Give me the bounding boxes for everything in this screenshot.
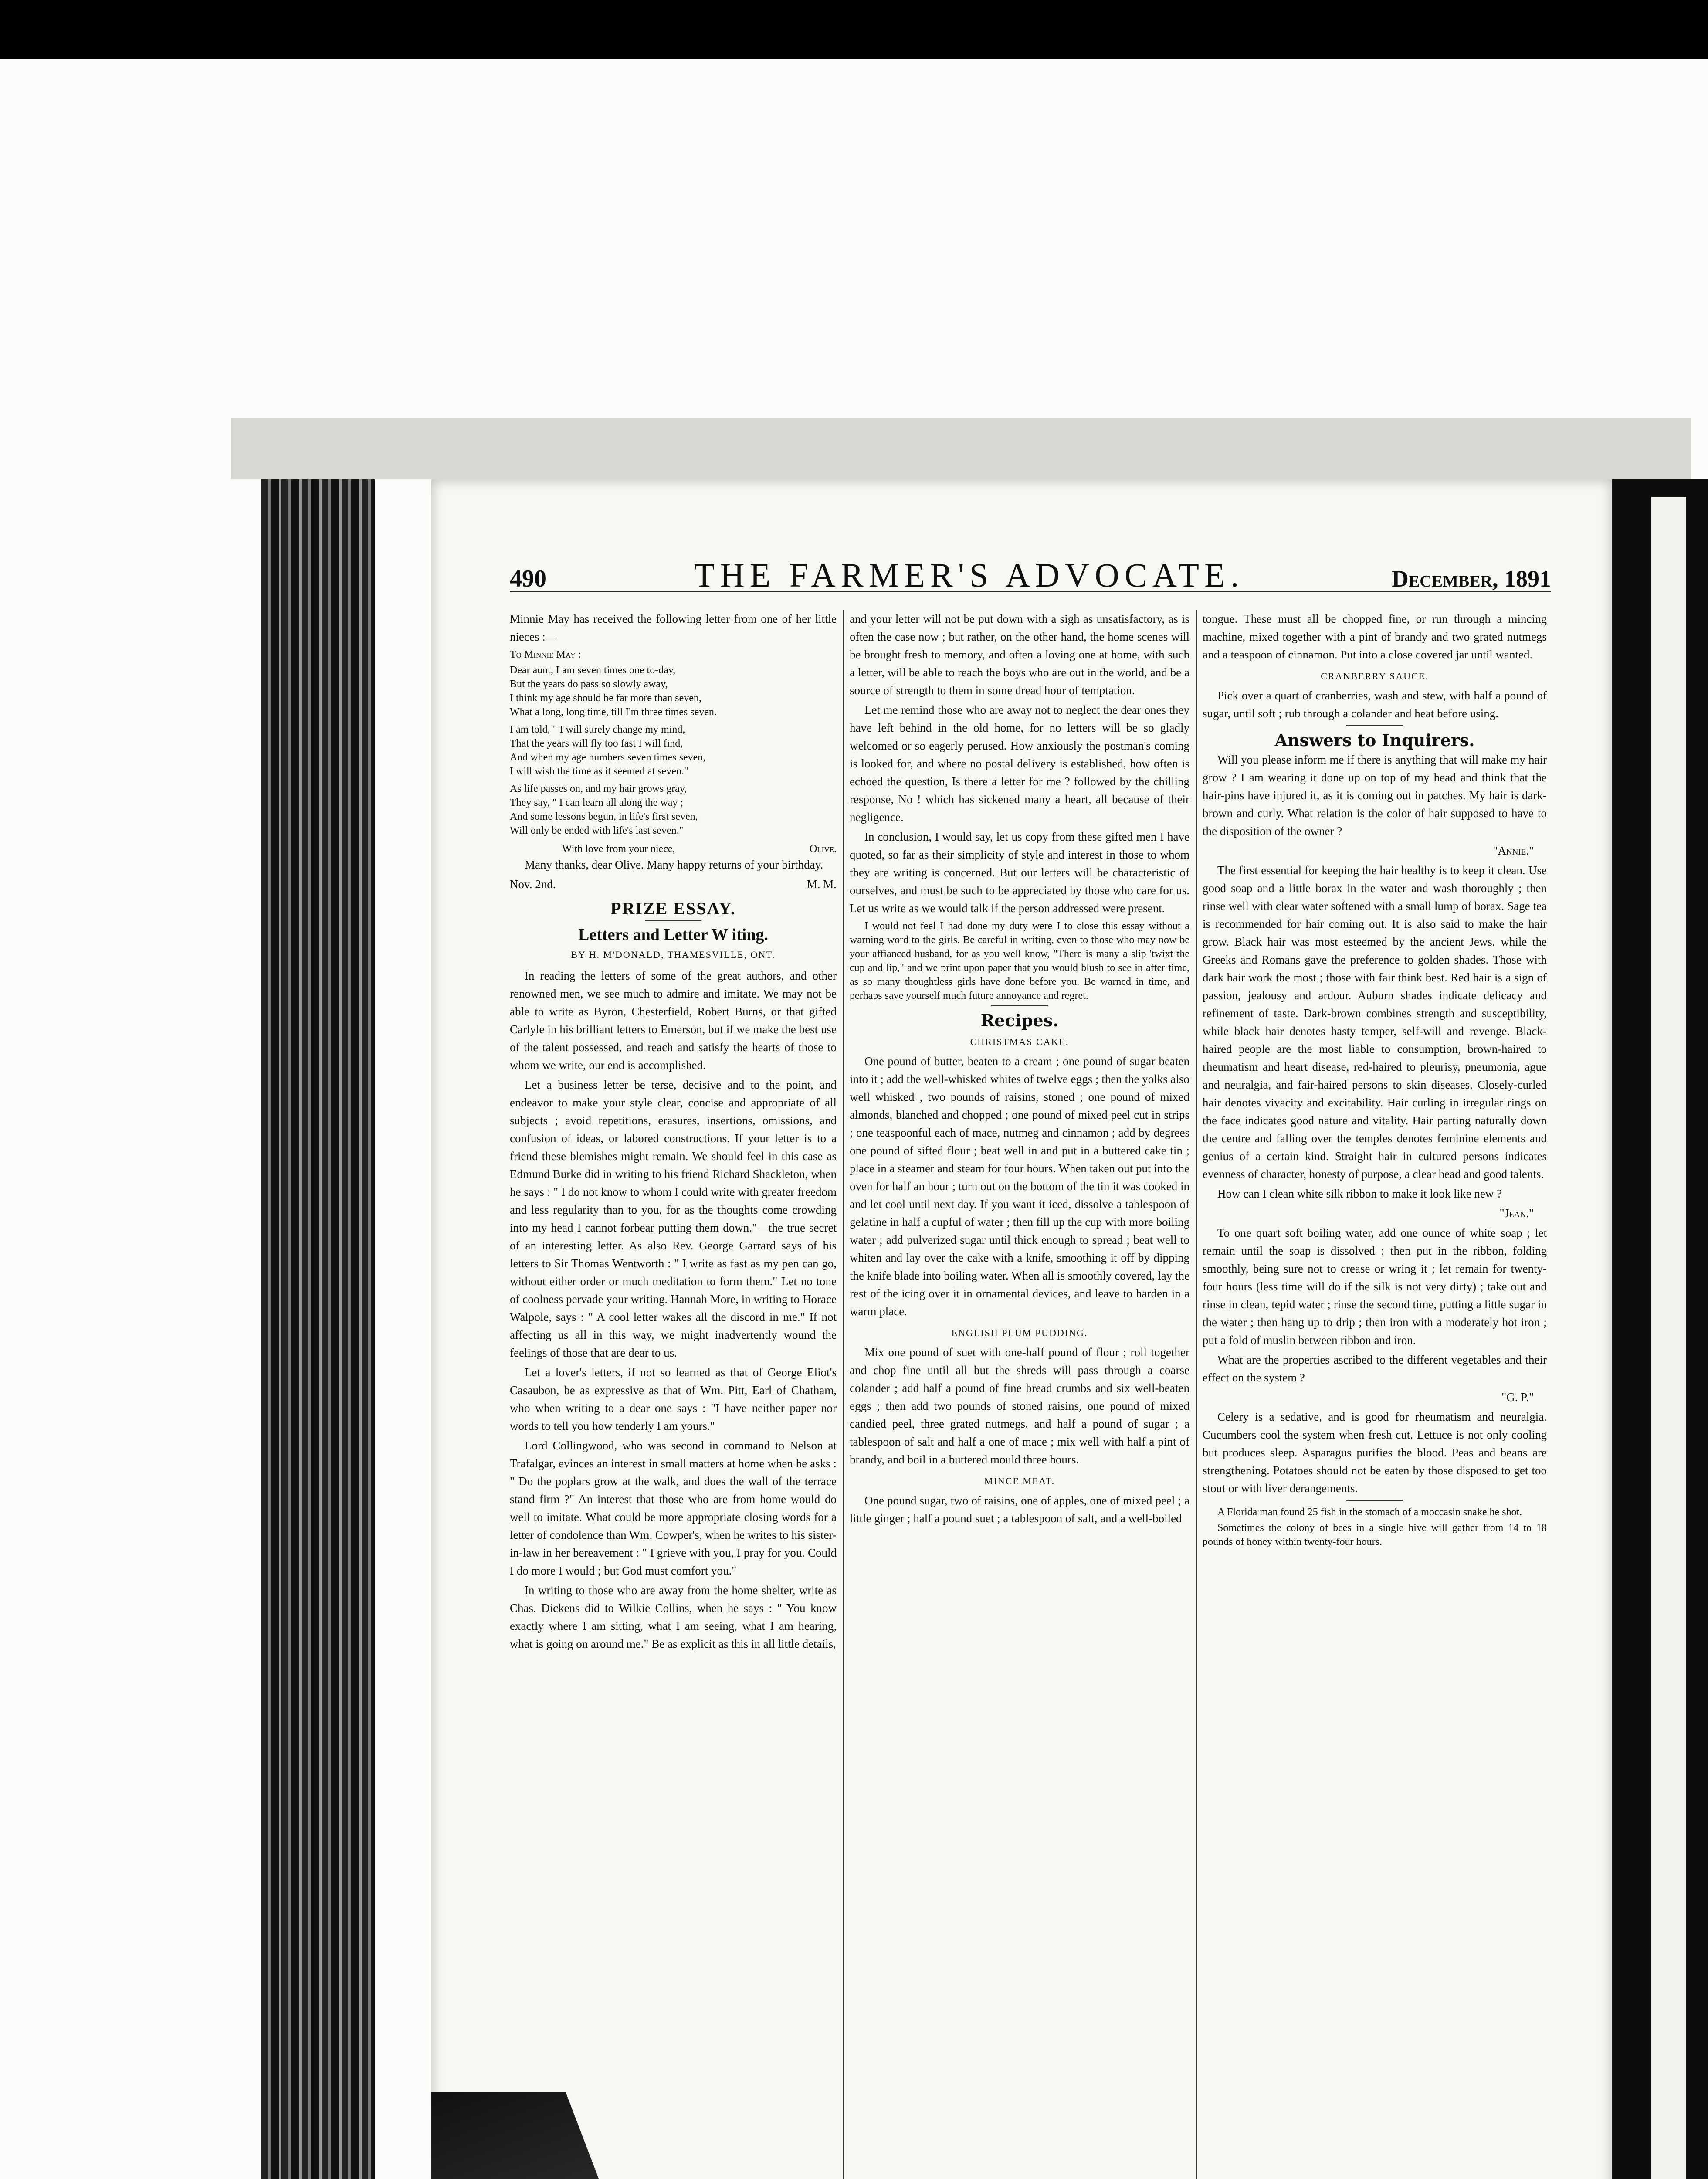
poem-line: As life passes on, and my hair grows gray, <box>510 783 687 794</box>
column-1 <box>510 610 837 2179</box>
divider <box>991 1005 1048 1006</box>
poem-line: And when my age numbers seven times seven, <box>510 752 706 763</box>
recipe-title: CRANBERRY SAUCE. <box>1321 671 1429 682</box>
recipe-title: ENGLISH PLUM PUDDING. <box>951 1327 1088 1338</box>
poem-line: Dear aunt, I am seven times one to-day, <box>510 665 676 676</box>
recipe-text: One pound sugar, two of raisins, one of apples, one of mixed peel ; a little ginger ; half a pound suet ; a tablespoon of salt, and a well-boiled <box>850 1494 1190 1525</box>
divider <box>645 920 702 921</box>
page-header <box>510 556 1551 592</box>
paragraph: In writing to those who are away from the home shelter, write as Chas. Dickens did to Wilkie Collins, when he says : " You know exactly where I am sitting, what I am seeing, what I am hearing, what is going on around me." Be as explicit as this in all little details, <box>510 1584 837 1650</box>
news-note: A Florida man found 25 fish in the stomach of a moccasin snake he shot. <box>1217 1507 1522 1518</box>
paragraph: Let me remind those who are away not to neglect the dear ones they have left behind in the old home, for no letters will be so gladly welcomed or so eagerly perused. How anxiously the postman's coming is looked for, and where no postal delivery is established, how often is echoed the question, Is there a letter for me ? followed by the chilling response, No ! which has sickened many a heart, all because of their negligence. <box>850 703 1190 824</box>
salutation: To Minnie May : <box>510 649 581 660</box>
question: How can I clean white silk ribbon to make it look like new ? <box>1217 1187 1502 1200</box>
recipe-text: Mix one pound of suet with one-half pound of flour ; roll together and chop fine until all but the shreds will pass through a coarse colander ; add half a pound of fine bread crumbs and six well-beaten eggs ; then add two pounds of stoned raisins, one pound of mixed candied peel, three grated nutmegs, and half a pound of sugar ; a tablespoon of salt and half a one of mace ; mix well with half a pint of brandy, and boil in a buttered mould three hours. <box>850 1346 1190 1466</box>
page-number: 490 <box>510 565 546 592</box>
news-note: Sometimes the colony of bees in a single hive will gather from 14 to 18 pounds of honey within twenty-four hours. <box>1203 1522 1547 1548</box>
recipes-title: Recipes. <box>980 1011 1059 1030</box>
question-signature: "Jean." <box>1499 1207 1534 1220</box>
closing-paragraph: I would not feel I had done my duty were I to close this essay without a warning word to the girls. Be careful in writing, even to those who may now be your affianced husband, for as you well know, "There is many a slip 'twixt the cup and lip," and we print upon paper that you would blush to see in after time, as so many thoughtless girls have done before you. Be warned in time, and perhaps save yourself much future annoyance and regret. <box>850 920 1190 1001</box>
column-divider <box>843 610 844 2179</box>
paragraph: In reading the letters of some of the great authors, and other renowned men, we see much to admire and imitate. We may not be able to write as Byron, Chesterfield, Robert Burns, or that gifted Carlyle in his brilliant letters to Emerson, but if we make the best use of the talent possessed, and reach and satisfy the hearts of those to whom we write, our end is accomplished. <box>510 969 837 1072</box>
answer: Celery is a sedative, and is good for rheumatism and neuralgia. Cucumbers cool the system when fresh cut. Lettuce is not only cooling but produces sleep. Asparagus purifies the blood. Peas and beans are strengthening. Potatoes should not be eaten by those disposed to get too stout or with liver derangements. <box>1203 1410 1547 1495</box>
recipe-text: Pick over a quart of cranberries, wash and stew, with half a pound of sugar, until soft ; rub through a colander and heat before using. <box>1203 689 1547 720</box>
divider <box>1346 1500 1403 1501</box>
poem-line: That the years will fly too fast I will find, <box>510 738 683 749</box>
column-2 <box>850 610 1190 2179</box>
poem-line: What a long, long time, till I'm three times seven. <box>510 706 717 718</box>
intro-text: Minnie May has received the following letter from one of her little nieces :— <box>510 612 837 643</box>
question-signature: "G. P." <box>1501 1391 1534 1404</box>
section-title: PRIZE ESSAY. <box>610 899 736 918</box>
poem-line: I think my age should be far more than seven, <box>510 692 702 704</box>
question-signature: "Annie." <box>1493 844 1534 857</box>
poem-line: I will wish the time as it seemed at seven." <box>510 766 688 777</box>
divider <box>1346 725 1403 726</box>
answers-title: Answers to Inquirers. <box>1274 730 1475 750</box>
poem-line: But the years do pass so slowly away, <box>510 679 668 690</box>
book-page-edges-left <box>261 479 375 2179</box>
poem-line: Will only be ended with life's last seven." <box>510 825 684 836</box>
paragraph: In conclusion, I would say, let us copy from these gifted men I have quoted, so far as their simplicity of style and interest in those to whom they are writing is concerned. But our letters will be characteristic of ourselves, and must be such to be appreciated by those who care for us. Let us write as we would talk if the person addressed were present. <box>850 830 1190 915</box>
signoff-name: Olive. <box>809 843 837 855</box>
poem-line: I am told, " I will surely change my mind, <box>510 724 685 735</box>
masthead: THE FARMER'S ADVOCATE. <box>694 556 1244 594</box>
paragraph: Let a business letter be terse, decisive and to the point, and endeavor to make your style clear, concise and appropriate of all subjects ; avoid repetitions, erasures, insertions, omissions, and confusion of ideas, or labored constructions. If your letter is to a friend these blemishes might remain. We should feel in this case as Edmund Burke did in writing to his friend Richard Shackleton, when he says : " I do not know to whom I could write with greater freedom and less regularity than to you, for as the thoughts come crowding into my head I cannot forbear putting them down."—the true secret of an interesting letter. As also Rev. George Garrard says of his letters to Sir Thomas Wentworth : " I write as fast as my pen can go, without either order or much meditation to form them." Let no tone of coolness pervade your writing. Hannah More, in writing to Horace Walpole, says : " A cool letter wakes all the discord in me." If not affecting us all in this way, we might inadvertently wound the feelings of those that are dear to us. <box>510 1078 837 1359</box>
column-divider <box>1196 610 1197 2179</box>
essay-title: Letters and Letter W iting. <box>578 926 768 944</box>
signoff-row <box>510 842 837 856</box>
answer: To one quart soft boiling water, add one ounce of white soap ; let remain until the soap is dissolved ; then put in the ribbon, folding smoothly, being sure not to crease or wring it ; let remain for twenty-four hours (less time will do if the silk is not very dirty) ; take out and rinse in clean, tepid water ; rinse the second time, putting a little sugar in the water ; then hang up to drip ; then iron with a moderately hot iron ; put a fold of muslin between ribbon and iron. <box>1203 1226 1547 1347</box>
paragraph: and your letter will not be put down with a sigh as unsatisfactory, as is often the case now ; but rather, on the other hand, the home scenes will be brought fresh to memory, and often a loving one at home, with such a letter, will be able to reach the boys who are out in the world, and be a source of strength to them in some dread hour of temptation. <box>850 612 1190 697</box>
paragraph: Let a lover's letters, if not so learned as that of George Eliot's Casaubon, be as expressive as that of Wm. Pitt, Earl of Chatham, who when writing to a dear one says : "I have neither paper nor words to tell you how tenderly I am yours." <box>510 1366 837 1432</box>
paragraph: Lord Collingwood, who was second in command to Nelson at Trafalgar, evinces an interest in small matters at home when he asks : " Do the poplars grow at the walk, and does the wall of the terrace stand firm ?" An interest that those who are from home would do well to imitate. What could be more appropriate closing words for a letter of condolence than Wm. Cowper's, when he writes to his sister-in-law in her bereavement : " I grieve with you, I pray for you. Could I do more I would ; but God must comfort you." <box>510 1439 837 1577</box>
question: Will you please inform me if there is anything that will make my hair grow ? I am wearing it done up on top of my head and think that the hair-pins have injured it, as it is coming out in patches. My hair is dark-brown and curly. What relation is the color of hair supposed to have to the disposition of the owner ? <box>1203 753 1547 838</box>
reply-date: Nov. 2nd. <box>510 878 556 891</box>
book-top-edge <box>231 418 1691 479</box>
reply-sign-row <box>510 876 837 893</box>
answer: The first essential for keeping the hair healthy is to keep it clean. Use good soap and a little borax in the water and wash thoroughly ; then rinse well with clear water softened with a small lump of borax. Sage tea is recommended for hair coming out. It is also said to make the hair grow. Black hair was most esteemed by the ancient Jews, while the Greeks and Romans gave the preference to golden shades. Those with dark hair work the most ; those with fair think best. Red hair is a sign of passion, jealousy and ardour. Auburn shades indicate delicacy and refinement of taste. Dark-brown combines strength and susceptibility, while black hair denotes hasty temper, self-will and revenge. Black-haired people are the most liable to consumption, brown-haired to rheumatism and heart disease, red-haired to pleurisy, pneumonia, ague and neuralgia, and fair-haired persons to skin diseases. Closely-curled hair denotes vivacity and excitability. Hair curling in irregular rings on the face indicates good nature and vitality. Hair parting naturally down the centre and falling over the temples denotes feminine elements and genius of a certain kind. Straight hair in cultured persons indicates evenness of character, honesty of purpose, a clear head and good talents. <box>1203 864 1547 1181</box>
facing-page-edge <box>1651 497 1686 2179</box>
poem-line: They say, " I can learn all along the way ; <box>510 797 684 808</box>
poem-line: And some lessons begun, in life's first seven, <box>510 811 698 822</box>
reply-text: Many thanks, dear Olive. Many happy returns of your birthday. <box>525 858 824 871</box>
recipe-text: One pound of butter, beaten to a cream ; one pound of sugar beaten into it ; add the well-whisked whites of twelve eggs ; then the yolks also well whisked , two pounds of raisins, stoned ; one pound of mixed almonds, blanched and chopped ; one pound of mixed peel cut in strips ; one teaspoonful each of mace, nutmeg and cinnamon ; add by degrees one pound of sifted flour ; beat well in and put in a buttered cake tin ; place in a steamer and steam for four hours. When taken out put into the oven for half an hour ; turn out on the bottom of the tin it was cooked in and let cool until next day. If you want it iced, dissolve a tablespoon of gelatine in half a cupful of water ; then fill up the cup with more boiling water ; add pulverized sugar until thick enough to spread ; beat well to whiten and lay over the cake with a knife, smoothing it off by dipping the knife blade into boiling water. When all is smoothly covered, lay the rest of the icing over it in ornamental devices, and leave to harden in a warm place. <box>850 1055 1190 1318</box>
issue-date: December, 1891 <box>1391 566 1551 592</box>
signoff: With love from your niece, <box>562 843 675 855</box>
recipe-title: MINCE MEAT. <box>984 1476 1055 1487</box>
poem <box>510 663 837 838</box>
column-3 <box>1203 610 1547 2179</box>
recipe-title: CHRISTMAS CAKE. <box>970 1036 1069 1047</box>
reply-initials: M. M. <box>807 878 837 891</box>
byline: BY H. M'DONALD, THAMESVILLE, ONT. <box>571 949 776 960</box>
question: What are the properties ascribed to the different vegetables and their effect on the system ? <box>1203 1353 1547 1384</box>
recipe-text: tongue. These must all be chopped fine, or run through a mincing machine, mixed together with a pint of brandy and two grated nutmegs and a teaspoon of cinnamon. Put into a close covered jar until wanted. <box>1203 612 1547 661</box>
